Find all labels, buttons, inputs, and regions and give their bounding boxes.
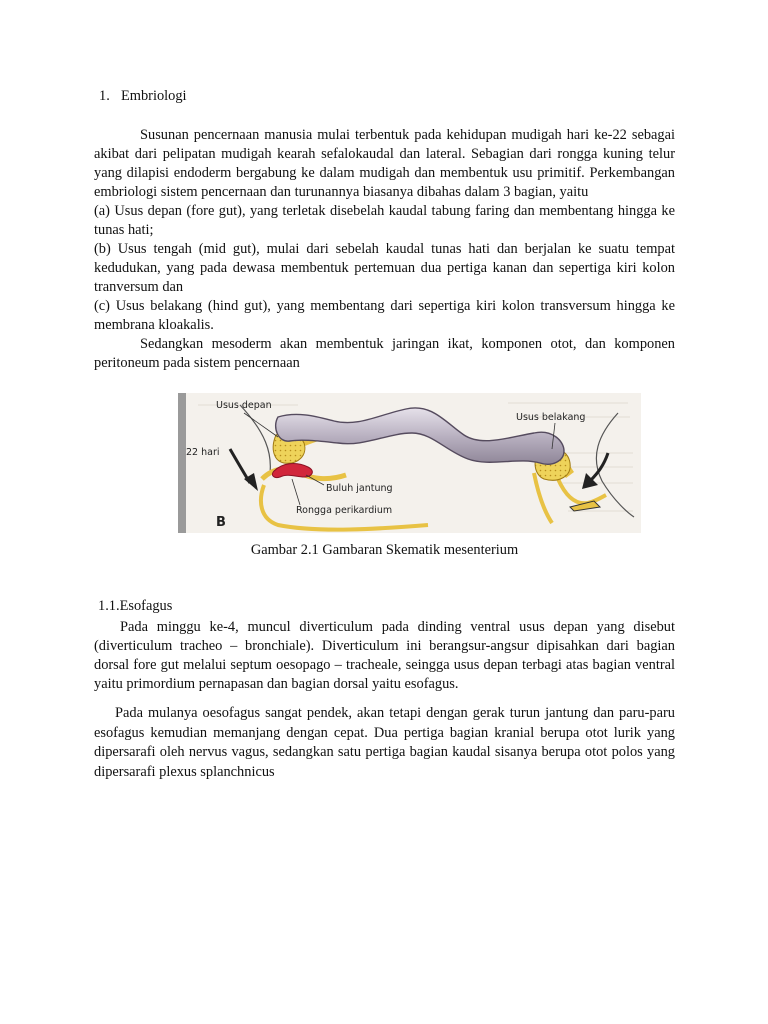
- figure-left-edge: [178, 393, 186, 533]
- mesoderm-paragraph: Sedangkan mesoderm akan membentuk jaringan ikat, komponen otot, dan komponen peritoneum pada sistem pencernaan: [94, 336, 675, 371]
- intro-paragraph: Susunan pencernaan manusia mulai terbentuk pada kehidupan mudigah hari ke-22 sebagai akibat dari pelipatan mudigah kearah sefalokaudal dan lateral. Sebagian dari rongga kuning telur yang dilapisi endoderm bergabung ke dalam mudigah dan membentuk usu primitif. Perkembangan embriologi sistem pencernaan dan turunannya biasanya dibahas dalam 3 bagian, yaitu: [94, 127, 675, 200]
- subsection-heading: 1.1.Esofagus: [98, 598, 173, 614]
- embryo-figure: [178, 393, 641, 533]
- list-item-b: (b) Usus tengah (mid gut), mulai dari sebelah kaudal tunas hati dan berjalan ke suatu tempat kedudukan, yang pada dewasa membentuk pertemuan dua pertiga kanan dan sepertiga kiri kolon tranversum dan: [94, 241, 675, 295]
- embryo-diagram: [178, 393, 641, 533]
- label-22-hari: 22 hari: [186, 447, 220, 458]
- label-buluh-jantung: Buluh jantung: [326, 483, 393, 494]
- section-title: Embriologi: [121, 88, 187, 104]
- figure-caption: Gambar 2.1 Gambaran Skematik mesenterium: [250, 542, 519, 558]
- label-usus-depan: Usus depan: [216, 400, 272, 411]
- label-rongga-perikardium: Rongga perikardium: [296, 505, 393, 516]
- label-panel-b: B: [216, 515, 226, 530]
- document-page: [94, 86, 675, 782]
- list-item-c: (c) Usus belakang (hind gut), yang membentang dari sepertiga kiri kolon transversum hingga ke membrana kloakalis.: [94, 298, 675, 333]
- esofagus-paragraph-1: Pada minggu ke-4, muncul diverticulum pada dinding ventral usus depan yang disebut (diverticulum tracheo – bronchiale). Diverticulum ini berangsur-angsur dipisahkan dari bagian dorsal fore gut melalui septum oesopago – tracheale, seingga usus depan terbagi atas bagian ventral yaitu primordium pernapasan dan bagian dorsal yaitu esofagus.: [94, 619, 675, 692]
- section-heading: [99, 86, 675, 106]
- label-usus-belakang: Usus belakang: [516, 412, 586, 423]
- section-number: 1.: [99, 88, 110, 104]
- list-item-a: (a) Usus depan (fore gut), yang terletak disebelah kaudal tabung faring dan membentang hingga ke tunas hati;: [94, 203, 675, 238]
- esofagus-paragraph-2: Pada mulanya oesofagus sangat pendek, akan tetapi dengan gerak turun jantung dan paru-paru esofagus kemudian memanjang dengan cepat. Dua pertiga bagian kranial berupa otot lurik yang dipersarafi oleh nervus vagus, sedangkan satu pertiga bagian kaudal sisanya berupa otot polos yang dipersarafi plexus splanchnicus: [94, 705, 675, 780]
